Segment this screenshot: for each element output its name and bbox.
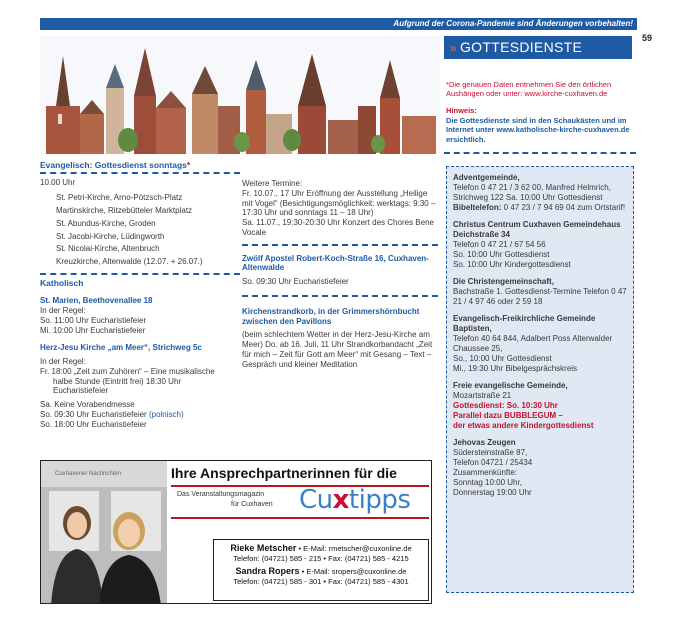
contact-email[interactable]: • E-Mail: rmetscher@cuxonline.de [296,544,412,553]
polnisch-label: (polnisch) [148,409,184,419]
section-title-text: GOTTESDIENSTE [459,39,583,55]
katholisch-heading: Katholisch [40,277,84,288]
church-item: St. Petri-Kirche, Arno-Pötzsch-Platz [56,193,183,203]
corona-notice-bar: Aufgrund der Corona-Pandemie sind Änderungen vorbehalten! [40,18,637,30]
evangelisch-time: 10.00 Uhr [40,178,76,188]
contact-photo [41,461,167,604]
marien-heading: St. Marien, Beethovenallee 18 [40,296,153,306]
zwoelf-apostel-line: So. 09:30 Uhr Eucharistiefeier [242,277,349,286]
dates-note-text: *Die genauen Daten entnehmen Sie den örtlichen Aushängen oder unter: www.kirche-cuxhaven.de [446,80,612,99]
weitere-heading: Weitere Termine: [242,179,303,188]
congregation-title: Jehovas Zeugen [453,438,516,447]
congregation-details: Bachstraße 1. Gottesdienst-Termine Telefon 0 47 21 / 4 97 46 oder 2 59 18 [453,287,627,306]
weitere-line: Fr. 10.07., 17 Uhr Eröffnung der Ausstellung „Heilige mit Vogel“ (Besichtigungsmöglichkeit: werktags: 9:30 – 17:30 Uhr und sonntags 11 – 18 Uhr) [242,188,436,218]
divider [40,273,240,275]
strandkorb-text: (beim schlechtem Wetter in der Herz-Jesu-Kirche am Meer) Do. ab 16. Juli, 11 Uhr Strandkorbandacht „Zeit für mich – Zeit für Gott am Meer“ mit Gesang – Text – Gespräch und kleiner Meditation [242,330,433,369]
evangelisch-heading-text: Evangelisch: Gottesdienst sonntags [40,160,187,170]
highlight-line: der etwas andere Kindergottesdienst [453,421,594,430]
weitere-line: Sa. 11.07., 19:30-20:30 Uhr Konzert des Chores Bene Vocale [242,218,434,237]
highlight-line: Parallel dazu BUBBLEGUM – [453,411,563,420]
cuxtipps-brand [171,485,429,519]
contact-name: Sandra Ropers [235,566,300,577]
congregation-details: Telefon 0 47 21 / 3 62 00, Manfred Helmrich, Strichweg 122 Sa. 10:00 Uhr Gottesdienst [453,183,611,202]
church-item: St. Jacobi-Kirche, Lüdingworth [56,231,165,241]
congregation-group [453,277,627,307]
storefront-sign: Cuxhavener Nachrichten [55,471,122,477]
contact-card [213,539,429,601]
contact-name: Rieke Metscher [230,543,297,553]
page-number: 59 [642,33,653,43]
congregation-details: Mozartstraße 21 [453,391,512,400]
arrow-icon: » [450,41,457,55]
brand-tagline-city: für Cuxhaven [231,501,273,508]
congregation-group [453,381,627,431]
dates-note [446,80,636,99]
church-list [40,192,235,269]
congregation-group [453,173,627,213]
bible-phone-label: Bibeltelefon: [453,203,502,212]
divider [242,244,438,246]
highlight-line: Gottesdienst: So. 10:30 Uhr [453,401,558,410]
zwoelf-apostel-heading: Zwölf Apostel Robert-Koch-Straße 16, Cuxhaven-Altenwalde [242,253,429,273]
congregation-details: Telefon 0 47 21 / 67 54 56 So. 10:00 Uhr Gottesdienst So. 10:00 Uhr Kindergottesdienst [453,240,571,269]
congregation-details: Südersteinstraße 87, Telefon 04721 / 25434 Zusammenkünfte: Sonntag 10:00 Uhr, Donnerstag 19:00 Uhr [453,448,533,497]
strandkorb-heading: Kirchenstrandkorb, in der Grimmershörnbucht zwischen den Pavillons [242,306,420,326]
divider [444,152,636,154]
column-left [40,160,235,429]
congregation-title: Christus Centrum Cuxhaven Gemeindehaus Deichstraße 34 [453,220,621,239]
evangelisch-heading [40,160,235,170]
divider [242,295,438,297]
column-middle [242,179,437,369]
marien-line: Mi. 10:00 Uhr Eucharistiefeier [40,325,146,335]
bible-phone [453,203,627,213]
congregation-title: Evangelisch-Freikirchliche Gemeinde Baptisten, [453,314,596,333]
herz-jesu-heading: Herz-Jesu Kirche „am Meer“, Strichweg 5c [40,343,202,353]
contact-phone: Telefon: (04721) 585 - 215 • Fax: (04721) 585 - 4215 [233,553,409,563]
herz-line-text: So. 09:30 Uhr Eucharistiefeier [40,409,147,419]
two-women-photo [41,461,167,604]
marien-line: So. 11:00 Uhr Eucharistiefeier [40,315,147,325]
evangelisch-star: * [186,160,191,170]
contact-line [218,566,424,577]
hint-label: Hinweis: [446,106,477,115]
church-item: St. Abundus-Kirche, Groden [56,218,156,228]
congregation-group [453,220,627,270]
herz-line-polnisch [40,410,235,420]
congregation-title: Die Christengemeinschaft, [453,277,554,286]
herz-line: Fr. 18:00 „Zeit zum Zuhören“ – Eine musikalische halbe Stunde (Eintritt frei) 18:30 Uhr Eucharistiefeier [40,366,215,396]
other-congregations-box [446,166,634,593]
cuxtipps-advertisement [40,460,432,604]
section-title [444,36,632,59]
congregation-title: Freie evangelische Gemeinde, [453,381,568,390]
contact-phone: Telefon: (04721) 585 - 301 • Fax: (04721) 585 - 4301 [233,577,409,587]
hint-text: Die Gottesdienste sind in den Schaukästen und im Internet unter www.katholische-kirche-cuxhaven.de ersichtlich. [446,116,630,144]
cuxtipps-logo [299,485,410,517]
herz-line: So. 18:00 Uhr Eucharistiefeier [40,419,147,429]
logo-x: x [332,485,349,515]
congregation-group [453,438,627,498]
ad-headline: Ihre Ansprechpartnerinnen für die [171,465,397,481]
brand-tagline: Das Veranstaltungsmagazin [177,491,265,498]
congregation-group [453,314,627,374]
congregation-title: Adventgemeinde, [453,173,520,182]
herz-rule: In der Regel: [40,357,86,366]
contact-line [218,543,424,554]
church-photo-collage [40,36,440,154]
congregation-details: Telefon 40 64 844, Adalbert Poss Alterwalder Chaussee 25, So., 10:00 Uhr Gottesdienst Mi., 19:30 Uhr Bibelgesprächskreis [453,334,613,373]
divider [40,172,240,174]
logo-part: tipps [348,485,411,515]
herz-line: Sa. Keine Vorabendmesse [40,400,135,409]
logo-part: Cu [299,485,333,515]
church-illustration [40,36,440,154]
marien-rule: In der Regel: [40,306,86,315]
church-item: Martinskirche, Ritzebütteler Marktplatz [56,205,193,215]
contact-email[interactable]: • E-Mail: sropers@cuxonline.de [299,567,407,577]
church-item: St. Nicolai-Kirche, Altenbruch [56,244,160,254]
bible-phone-number: 0 47 23 / 7 94 69 04 zum Ortstarif! [501,203,626,212]
church-item: Kreuzkirche, Altenwalde (12.07. + 26.07.) [56,257,203,267]
